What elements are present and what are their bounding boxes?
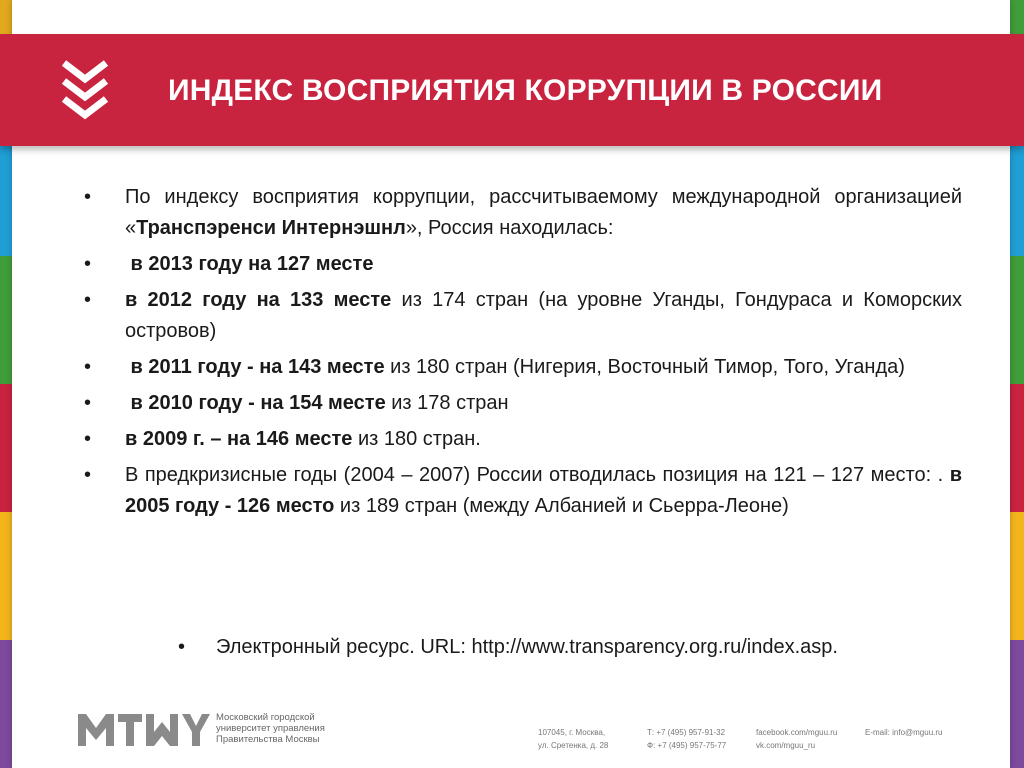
item-text: из 174 стран (на уровне Уганды, Гондураса и Коморских островов) bbox=[125, 289, 962, 342]
vk-link: vk.com/mguu_ru bbox=[756, 741, 816, 750]
bullet-list bbox=[84, 182, 962, 527]
bullet-icon: • bbox=[84, 356, 92, 378]
footer-email: E-mail: info@mguu.ru bbox=[865, 728, 943, 737]
slide-footer bbox=[0, 700, 1024, 760]
phone-line: Т: +7 (495) 957-91-32 bbox=[647, 728, 726, 737]
university-name-line: университет управления bbox=[216, 723, 325, 734]
bullet-icon: • bbox=[84, 464, 92, 486]
list-item bbox=[84, 285, 962, 347]
address-line: ул. Сретенка, д. 28 bbox=[538, 741, 609, 750]
bullet-icon: • bbox=[84, 186, 92, 208]
item-text: из 178 стран bbox=[385, 392, 509, 414]
slide-title: ИНДЕКС ВОСПРИЯТИЯ КОРРУПЦИИ В РОССИИ bbox=[168, 74, 883, 107]
fax-line: Ф: +7 (495) 957-75-77 bbox=[647, 741, 727, 750]
item-bold-text: в 2009 г. – на 146 месте bbox=[125, 428, 353, 450]
university-name bbox=[216, 712, 325, 745]
list-item bbox=[84, 352, 962, 383]
item-bold-text: в 2010 году - на 154 месте bbox=[125, 392, 386, 414]
slide-header bbox=[0, 34, 1024, 146]
source-reference bbox=[178, 632, 964, 663]
list-item bbox=[84, 182, 962, 244]
bullet-icon: • bbox=[84, 428, 92, 450]
bullet-icon: • bbox=[178, 636, 186, 658]
facebook-link: facebook.com/mguu.ru bbox=[756, 728, 838, 737]
item-text: из 180 стран (Нигерия, Восточный Тимор, Того, Уганда) bbox=[384, 356, 905, 378]
item-bold-text: Транспэренси Интернэшнл bbox=[136, 217, 406, 239]
item-text: », Россия находилась: bbox=[405, 217, 614, 239]
item-bold-text: в 2013 году на 127 месте bbox=[125, 253, 374, 275]
item-bold-text: в 2012 году на 133 месте bbox=[125, 289, 392, 311]
mguu-logo-icon bbox=[78, 714, 210, 746]
item-text: В предкризисные годы (2004 – 2007) России отводилась позиция на 121 – 127 место: . bbox=[125, 464, 950, 486]
item-text: По индексу восприятия коррупции, рассчитываемому международной организацией « bbox=[125, 186, 962, 239]
list-item bbox=[84, 424, 962, 455]
bullet-icon: • bbox=[84, 392, 92, 414]
item-text: из 189 стран (между Албанией и Сьерра-Леоне) bbox=[334, 495, 789, 517]
item-text: из 180 стран. bbox=[352, 428, 481, 450]
item-bold-text: в 2005 году - 126 место bbox=[125, 464, 962, 517]
address-line: 107045, г. Москва, bbox=[538, 728, 606, 737]
bullet-icon: • bbox=[84, 253, 92, 275]
bullet-icon: • bbox=[84, 289, 92, 311]
triple-chevron-down-icon bbox=[58, 59, 112, 121]
footer-phones bbox=[647, 726, 726, 752]
item-bold-text: в 2011 году - на 143 месте bbox=[125, 356, 385, 378]
university-name-line: Московский городской bbox=[216, 712, 315, 723]
list-item bbox=[84, 460, 962, 522]
footer-social bbox=[756, 726, 837, 752]
list-item bbox=[84, 249, 962, 280]
footer-address bbox=[538, 726, 608, 752]
source-link-text: Электронный ресурс. URL: http://www.transparency.org.ru/index.asp. bbox=[216, 636, 838, 658]
university-name-line: Правительства Москвы bbox=[216, 734, 320, 745]
list-item bbox=[84, 388, 962, 419]
